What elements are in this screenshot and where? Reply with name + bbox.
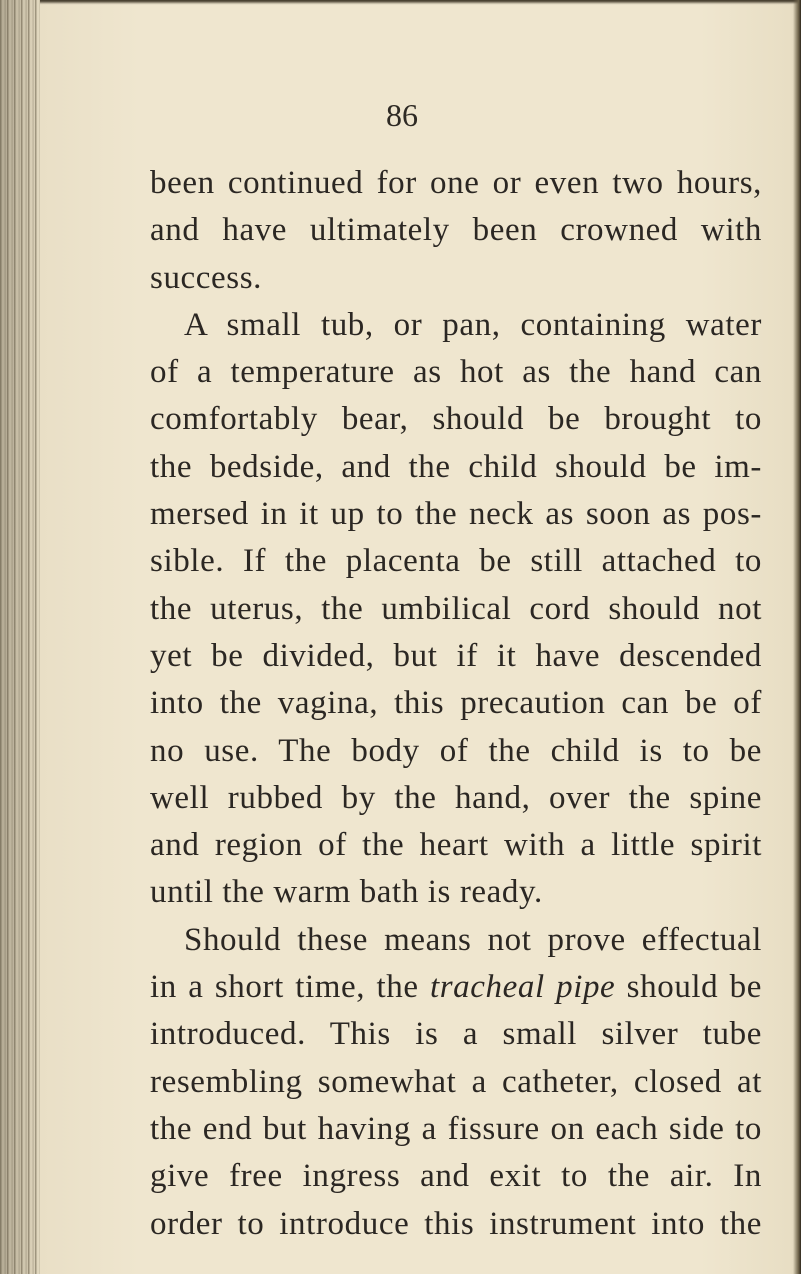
text-line: success. <box>150 259 263 296</box>
text-line: order to introduce this instrument into the <box>150 1205 762 1242</box>
text-line: until the warm bath is ready. <box>150 874 543 911</box>
text-line: and region of the heart with a little spirit <box>150 827 762 864</box>
text-line: and have ultimately been crowned with <box>150 212 762 249</box>
text-line: give free ingress and exit to the air. In <box>150 1158 762 1195</box>
text-line: A small tub, or pan, containing water <box>184 306 762 343</box>
page-top-edge <box>40 0 801 5</box>
page-right-edge <box>793 0 801 1274</box>
italic-term: tracheal pipe <box>429 969 616 1006</box>
text-line: yet be divided, but if it have descended <box>150 637 762 674</box>
text-line: of a temperature as hot as the hand can <box>150 354 762 391</box>
text-line: the bedside, and the child should be im- <box>150 448 762 485</box>
body-text <box>150 160 762 1248</box>
text-line: sible. If the placenta be still attached to <box>150 543 762 580</box>
text-line: well rubbed by the hand, over the spine <box>150 779 762 816</box>
text-line: the uterus, the umbilical cord should not <box>150 590 762 627</box>
text-line: mersed in it up to the neck as soon as pos- <box>150 496 762 533</box>
text-line: Should these means not prove effectual <box>184 921 762 958</box>
book-binding-edge <box>0 0 40 1274</box>
text-line: in a short time, the tracheal pipe should be <box>150 969 762 1006</box>
page-number: 86 <box>386 97 418 133</box>
text-line: the end but having a fissure on each side to <box>150 1110 762 1147</box>
text-line: comfortably bear, should be brought to <box>150 401 762 438</box>
text-line: resembling somewhat a catheter, closed at <box>150 1063 762 1100</box>
text-line: into the vagina, this precaution can be of <box>150 685 762 722</box>
text-line: been continued for one or even two hours, <box>150 165 762 201</box>
text-line: introduced. This is a small silver tube <box>150 1016 762 1053</box>
text-line: no use. The body of the child is to be <box>150 732 762 769</box>
